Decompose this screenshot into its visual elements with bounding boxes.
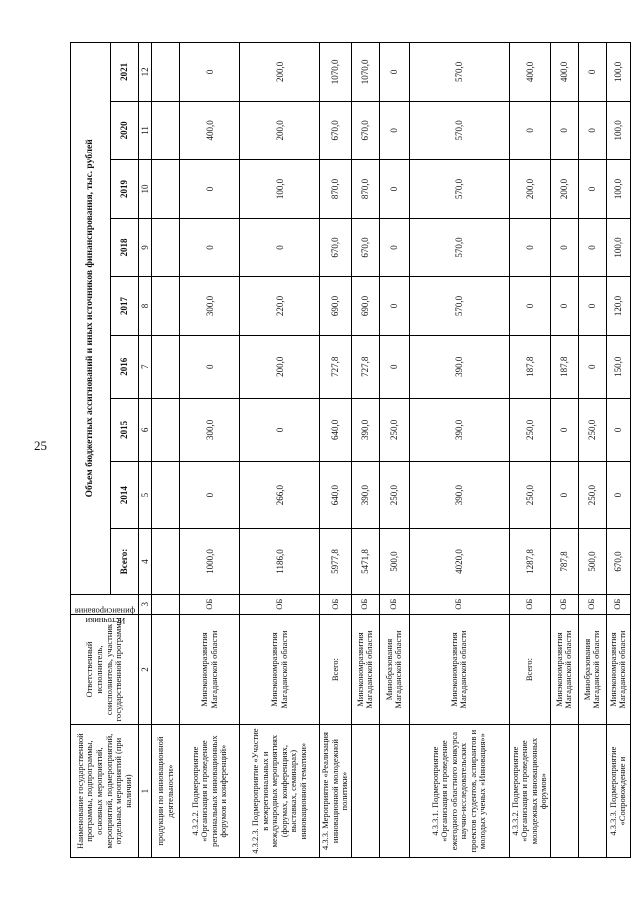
table-row bbox=[351, 43, 379, 858]
row-value: 1070,0 bbox=[320, 43, 352, 102]
row-value: 100,0 bbox=[606, 43, 630, 102]
row-value: 400,0 bbox=[550, 43, 578, 102]
row-value: 0 bbox=[550, 101, 578, 160]
row-value: 0 bbox=[578, 335, 606, 398]
row-value: 500,0 bbox=[578, 529, 606, 594]
row-value: 0 bbox=[550, 398, 578, 461]
row-name: 4.3.3.3. Подмероприятие «Сопровождение и bbox=[606, 725, 630, 858]
table-row bbox=[578, 43, 606, 858]
column-number: 8 bbox=[139, 277, 152, 336]
row-value: 0 bbox=[550, 461, 578, 529]
row-value: 500,0 bbox=[379, 529, 409, 594]
row-source: ОБ bbox=[379, 594, 409, 614]
row-value: 400,0 bbox=[180, 101, 240, 160]
header-source-text: Источники финансирования bbox=[74, 606, 135, 626]
header-year-2020: 2020 bbox=[111, 101, 139, 160]
row-value: 0 bbox=[509, 101, 550, 160]
header-name: Наименование государственной программы, подпрограммы, основных мероприятий, мероприятий, подмероприятий, отдельных мероприятий (при наличии) bbox=[71, 725, 139, 858]
row-value: 570,0 bbox=[409, 218, 509, 277]
row-value: 187,8 bbox=[509, 335, 550, 398]
row-value: 220,0 bbox=[240, 277, 320, 336]
row-value bbox=[152, 398, 180, 461]
column-number-row bbox=[139, 43, 152, 858]
row-source: ОБ bbox=[550, 594, 578, 614]
header-funding-group: Объем бюджетных ассигнований и иных источников финансирования, тыс. рублей bbox=[71, 43, 111, 595]
table-row bbox=[240, 43, 320, 858]
row-value: 390,0 bbox=[409, 461, 509, 529]
row-value: 640,0 bbox=[320, 398, 352, 461]
row-value: 200,0 bbox=[550, 160, 578, 219]
row-value: 670,0 bbox=[351, 218, 379, 277]
header-year-2014: 2014 bbox=[111, 461, 139, 529]
row-source: ОБ bbox=[240, 594, 320, 614]
header-year-2019: 2019 bbox=[111, 160, 139, 219]
row-source: ОБ bbox=[578, 594, 606, 614]
row-value: 200,0 bbox=[509, 160, 550, 219]
row-value: 150,0 bbox=[606, 335, 630, 398]
column-number: 10 bbox=[139, 160, 152, 219]
row-value: 570,0 bbox=[409, 277, 509, 336]
row-executor: Всего: bbox=[320, 614, 352, 724]
row-executor: Минэкономразвития Магаданской области bbox=[409, 614, 509, 724]
row-name bbox=[550, 725, 578, 858]
row-value: 1287,8 bbox=[509, 529, 550, 594]
funding-table bbox=[70, 42, 631, 858]
row-value: 100,0 bbox=[606, 160, 630, 219]
row-value: 5977,8 bbox=[320, 529, 352, 594]
row-value: 0 bbox=[379, 218, 409, 277]
row-executor: Минэкономразвития Магаданской области bbox=[351, 614, 379, 724]
table-row bbox=[509, 43, 550, 858]
row-value bbox=[152, 277, 180, 336]
table-row bbox=[152, 43, 180, 858]
row-source: ОБ bbox=[180, 594, 240, 614]
column-number: 6 bbox=[139, 398, 152, 461]
row-value: 250,0 bbox=[578, 398, 606, 461]
row-value: 250,0 bbox=[509, 461, 550, 529]
row-value: 670,0 bbox=[606, 529, 630, 594]
row-source: ОБ bbox=[509, 594, 550, 614]
row-value: 0 bbox=[578, 101, 606, 160]
row-name: 4.3.2.3. Подмероприятие «Участие в межрегиональных и международных мероприятиях (форумах, конференциях, выставках, семинарах) инновационной тематики» bbox=[240, 725, 320, 858]
row-value: 390,0 bbox=[351, 398, 379, 461]
row-name: 4.3.3.2. Подмероприятие «Организация и проведение молодежных инновационных форумов» bbox=[509, 725, 550, 858]
row-value: 0 bbox=[606, 461, 630, 529]
row-value: 1070,0 bbox=[351, 43, 379, 102]
row-value: 690,0 bbox=[351, 277, 379, 336]
row-source: ОБ bbox=[351, 594, 379, 614]
row-value: 390,0 bbox=[351, 461, 379, 529]
page-number: 25 bbox=[34, 438, 47, 453]
row-executor: Минэкономразвития Магаданской области bbox=[550, 614, 578, 724]
column-number: 2 bbox=[139, 614, 152, 724]
column-number: 1 bbox=[139, 725, 152, 858]
row-value: 0 bbox=[379, 101, 409, 160]
column-number: 3 bbox=[139, 594, 152, 614]
row-value: 300,0 bbox=[180, 398, 240, 461]
row-value: 0 bbox=[578, 218, 606, 277]
row-value: 1000,0 bbox=[180, 529, 240, 594]
header-executor: Ответственный исполнитель, соисполнитель, участник государственной программы bbox=[71, 614, 139, 724]
header-source bbox=[71, 594, 139, 626]
table-row bbox=[409, 43, 509, 858]
row-value bbox=[152, 529, 180, 594]
header-year-2017: 2017 bbox=[111, 277, 139, 336]
row-value: 570,0 bbox=[409, 160, 509, 219]
row-value: 300,0 bbox=[180, 277, 240, 336]
row-value: 100,0 bbox=[606, 101, 630, 160]
row-value: 266,0 bbox=[240, 461, 320, 529]
row-value: 870,0 bbox=[351, 160, 379, 219]
row-executor: Минэкономразвития Магаданской области bbox=[606, 614, 630, 724]
row-value: 0 bbox=[180, 335, 240, 398]
row-executor: Минэкономразвития Магаданской области bbox=[240, 614, 320, 724]
row-executor: Минобразования Магаданской области bbox=[578, 614, 606, 724]
column-number: 4 bbox=[139, 529, 152, 594]
row-value: 0 bbox=[180, 160, 240, 219]
row-name bbox=[351, 725, 379, 858]
column-number: 7 bbox=[139, 335, 152, 398]
table-row bbox=[379, 43, 409, 858]
row-value: 0 bbox=[578, 43, 606, 102]
row-name bbox=[578, 725, 606, 858]
row-value bbox=[152, 218, 180, 277]
table-row bbox=[606, 43, 630, 858]
rotated-table-container bbox=[70, 42, 628, 858]
row-value: 187,8 bbox=[550, 335, 578, 398]
row-value: 0 bbox=[240, 218, 320, 277]
row-value: 0 bbox=[606, 398, 630, 461]
row-executor: Минобразования Магаданской области bbox=[379, 614, 409, 724]
column-number: 5 bbox=[139, 461, 152, 529]
row-value: 0 bbox=[509, 277, 550, 336]
row-value bbox=[152, 101, 180, 160]
row-value: 200,0 bbox=[240, 101, 320, 160]
row-name bbox=[379, 725, 409, 858]
row-value: 0 bbox=[578, 277, 606, 336]
row-value: 0 bbox=[379, 277, 409, 336]
row-value: 0 bbox=[379, 160, 409, 219]
row-name: 4.3.3. Мероприятие «Реализация инновационной молодежной политики» bbox=[320, 725, 352, 858]
row-value: 870,0 bbox=[320, 160, 352, 219]
row-value: 4020,0 bbox=[409, 529, 509, 594]
row-value: 570,0 bbox=[409, 101, 509, 160]
row-value: 200,0 bbox=[240, 43, 320, 102]
row-value: 5471,8 bbox=[351, 529, 379, 594]
column-number: 11 bbox=[139, 101, 152, 160]
row-value: 200,0 bbox=[240, 335, 320, 398]
table-row bbox=[180, 43, 240, 858]
header-year-2018: 2018 bbox=[111, 218, 139, 277]
row-value: 727,8 bbox=[351, 335, 379, 398]
table-body bbox=[152, 43, 631, 858]
row-name: 4.3.2.2. Подмероприятие «Организация и проведение региональных инновационных форумов и конференций» bbox=[180, 725, 240, 858]
row-value: 250,0 bbox=[578, 461, 606, 529]
row-name: продукции по инновационной деятельности» bbox=[152, 725, 180, 858]
header-year-2016: 2016 bbox=[111, 335, 139, 398]
row-value: 390,0 bbox=[409, 335, 509, 398]
row-value bbox=[152, 335, 180, 398]
row-value: 0 bbox=[550, 218, 578, 277]
row-source bbox=[152, 594, 180, 614]
column-number: 12 bbox=[139, 43, 152, 102]
row-value: 670,0 bbox=[320, 101, 352, 160]
table-row bbox=[320, 43, 352, 858]
row-value: 0 bbox=[180, 461, 240, 529]
header-total: Всего: bbox=[111, 529, 139, 594]
row-executor: Всего: bbox=[509, 614, 550, 724]
row-value: 570,0 bbox=[409, 43, 509, 102]
row-value: 640,0 bbox=[320, 461, 352, 529]
header-year-2015: 2015 bbox=[111, 398, 139, 461]
row-value: 100,0 bbox=[240, 160, 320, 219]
row-value bbox=[152, 43, 180, 102]
row-value bbox=[152, 461, 180, 529]
row-value: 0 bbox=[379, 335, 409, 398]
column-number: 9 bbox=[139, 218, 152, 277]
row-source: ОБ bbox=[409, 594, 509, 614]
row-value: 690,0 bbox=[320, 277, 352, 336]
row-value: 0 bbox=[509, 218, 550, 277]
row-value: 787,8 bbox=[550, 529, 578, 594]
row-value: 1186,0 bbox=[240, 529, 320, 594]
row-value: 0 bbox=[180, 43, 240, 102]
row-executor: Минэкономразвития Магаданской области bbox=[180, 614, 240, 724]
table-row bbox=[550, 43, 578, 858]
row-value: 727,8 bbox=[320, 335, 352, 398]
row-value: 670,0 bbox=[320, 218, 352, 277]
row-name: 4.3.3.1. Подмероприятие «Организация и проведение ежегодного областного конкурса научно-исследовательских проектов студентов, аспирантов и молодых ученых «Инновация»» bbox=[409, 725, 509, 858]
row-value: 120,0 bbox=[606, 277, 630, 336]
row-value: 0 bbox=[379, 43, 409, 102]
row-executor bbox=[152, 614, 180, 724]
row-value: 670,0 bbox=[351, 101, 379, 160]
row-source: ОБ bbox=[606, 594, 630, 614]
row-value bbox=[152, 160, 180, 219]
row-value: 250,0 bbox=[379, 398, 409, 461]
row-source: ОБ bbox=[320, 594, 352, 614]
row-value: 100,0 bbox=[606, 218, 630, 277]
row-value: 250,0 bbox=[379, 461, 409, 529]
row-value: 0 bbox=[180, 218, 240, 277]
row-value: 390,0 bbox=[409, 398, 509, 461]
row-value: 0 bbox=[240, 398, 320, 461]
row-value: 0 bbox=[550, 277, 578, 336]
header-year-2021: 2021 bbox=[111, 43, 139, 102]
row-value: 250,0 bbox=[509, 398, 550, 461]
row-value: 0 bbox=[578, 160, 606, 219]
row-value: 400,0 bbox=[509, 43, 550, 102]
